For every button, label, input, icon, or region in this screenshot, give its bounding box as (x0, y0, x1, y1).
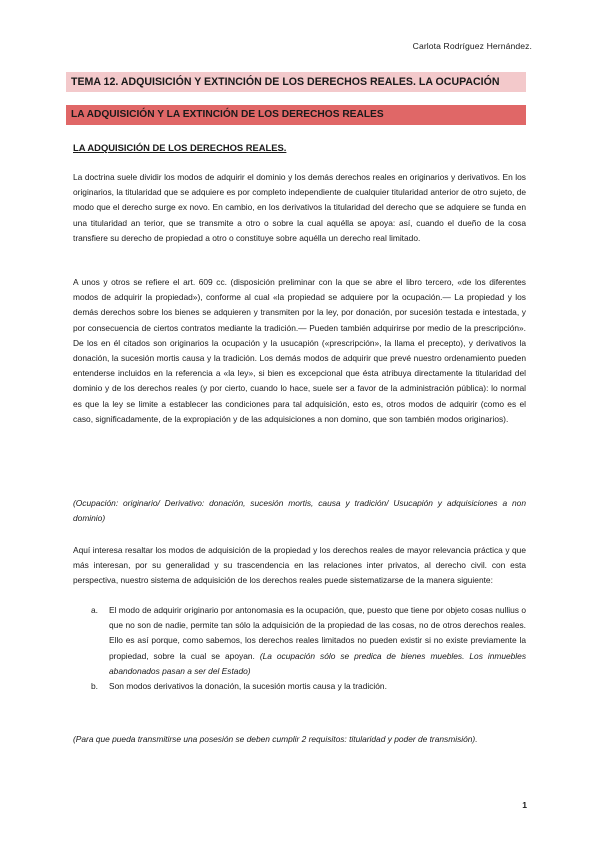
list-item (73, 603, 526, 679)
list-item-text: Son modos derivativos la donación, la sucesión mortis causa y la tradición. (109, 681, 387, 692)
paragraph-3-note: (Ocupación: originario/ Derivativo: donación, sucesión mortis, causa y tradición/ Usucapión y adquisiciones a non dominio) (73, 498, 526, 524)
page-number: 1 (522, 800, 527, 810)
paragraph-2: A unos y otros se refiere el art. 609 cc. (disposición preliminar con la que se abre el libro tercero, «de los diferentes modos de adquirir la propiedad»), conforme al cual «la propiedad se adquiere por la ocupación.— La propiedad y los demás derechos sobre los bienes se adquieren y transmiten por la ley, por donación, por sucesión testada e intestada, y por consecuencia de ciertos contratos mediante la tradición.— Pueden también adquirirse por medio de la prescripción». De los en él citados son originarios la ocupación y la usucapión («prescripción», la llama el precepto), y derivativos la donación, la sucesión mortis causa y la tradición. Los demás modos de adquirir que prevé nuestro ordenamiento pueden entenderse incluidos en la referencia a «la ley», si bien es excepcional que ésta atribuya directamente la titularidad del dominio y de los derechos reales (y por cierto, cuando lo hace, suele ser a favor de la administración pública): lo normal es que la ley se limite a establecer las condiciones para tal adquisición, esto es, otros modos de adquirir (como es el caso, significadamente, de la expropiación y de las adquisiciones a non domino, que son también modos originarios). (73, 277, 526, 424)
list-marker: a. (91, 605, 98, 615)
paragraph-1: La doctrina suele dividir los modos de adquirir el dominio y los demás derechos reales en originarios y derivativos. En los originarios, la titularidad que se adquiere es por completo independiente de cualquier titularidad anterior de otro sujeto, de modo que el derecho surge ex novo. En cambio, en los derivativos la titularidad del derecho que se adquiere se funda en una titularidad an terior, que se transmite a otro o sobre la cual aquélla se apoya: así, cuando el dueño de la cosa transfiere su derecho de propiedad a otro o constituye sobre aquélla un derecho real limitado. (73, 172, 526, 243)
section-heading: LA ADQUISICIÓN Y LA EXTINCIÓN DE LOS DERECHOS REALES (71, 109, 384, 120)
list-marker: b. (91, 681, 98, 692)
acquisition-modes-list (73, 603, 526, 694)
document-title: TEMA 12. ADQUISICIÓN Y EXTINCIÓN DE LOS DERECHOS REALES. LA OCUPACIÓN (71, 76, 500, 88)
section-heading-bar (66, 105, 526, 125)
list-item-note: (La ocupación sólo se predica de bienes muebles. Los inmuebles abandonados pasan a ser del Estado) (109, 650, 527, 676)
subheading: LA ADQUISICIÓN DE LOS DERECHOS REALES. (73, 142, 287, 153)
list-item-text: El modo de adquirir originario por antonomasia es la ocupación, que, puesto que tiene por objeto cosas nullius o que no son de nadie, permite tan sólo la adquisición de la propiedad de las cosas, no de otros derechos reales. Ello es así porque, como sabemos, los derechos reales limitados no pueden existir si no existe previamente la propiedad, sobre la cual se apoyan. (109, 605, 526, 661)
title-bar (66, 72, 526, 92)
paragraph-4: Aquí interesa resaltar los modos de adquisición de la propiedad y los derechos reales de mayor relevancia práctica y que más interesan, por su generalidad y su trascendencia en las relaciones inter privatos, al derecho civil. con esta perspectiva, nuestro sistema de adquisición de los derechos reales puede sistematizarse de la manera siguiente: (73, 545, 526, 586)
paragraph-5-note: (Para que pueda transmitirse una posesión se deben cumplir 2 requisitos: titularidad y poder de transmisión). (73, 734, 478, 744)
author-name: Carlota Rodríguez Hernández. (412, 41, 532, 51)
list-item (73, 679, 526, 694)
